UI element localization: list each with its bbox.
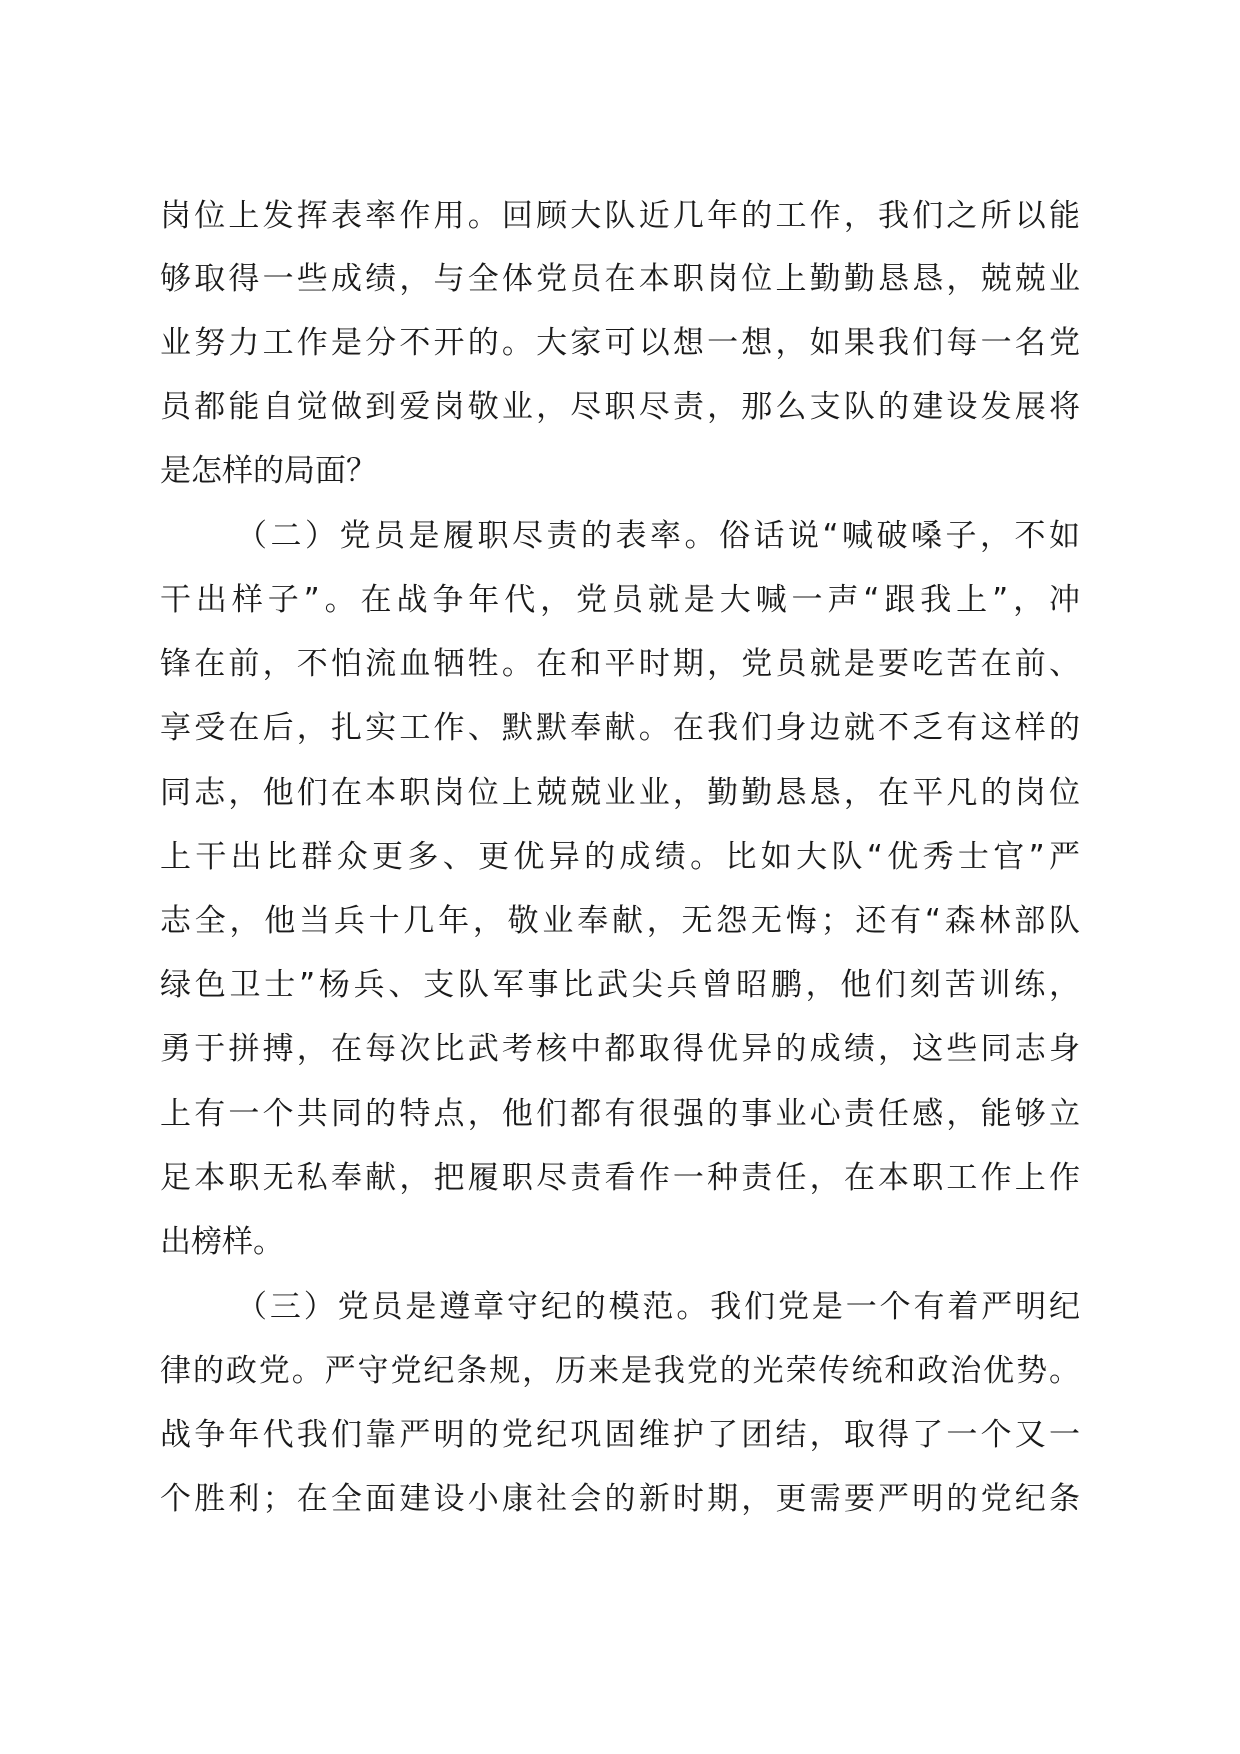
text-line-3: 业努力工作是分不开的。大家可以想一想，如果我们每一名党 bbox=[160, 325, 1080, 361]
text-line-9: 享受在后，扎实工作、默默奉献。在我们身边就不乏有这样的 bbox=[160, 710, 1080, 746]
text-line-4: 员都能自觉做到爱岗敬业，尽职尽责，那么支队的建设发展将 bbox=[160, 389, 1080, 425]
text-line-2: 够取得一些成绩，与全体党员在本职岗位上勤勤恳恳，兢兢业 bbox=[160, 261, 1080, 297]
text-line-21: 个胜利；在全面建设小康社会的新时期，更需要严明的党纪条 bbox=[160, 1481, 1080, 1517]
text-line-8: 锋在前，不怕流血牺牲。在和平时期，党员就是要吃苦在前、 bbox=[160, 646, 1080, 682]
text-line-12: 志全，他当兵十几年，敬业奉献，无怨无悔；还有“森林部队 bbox=[160, 903, 1080, 939]
text-line-1: 岗位上发挥表率作用。回顾大队近几年的工作，我们之所以能 bbox=[160, 198, 1080, 234]
text-line-15: 上有一个共同的特点，他们都有很强的事业心责任感，能够立 bbox=[160, 1096, 1080, 1132]
text-line-20: 战争年代我们靠严明的党纪巩固维护了团结，取得了一个又一 bbox=[160, 1417, 1080, 1453]
text-line-10: 同志，他们在本职岗位上兢兢业业，勤勤恳恳，在平凡的岗位 bbox=[160, 775, 1080, 811]
paragraph-3-heading-line: （三）党员是遵章守纪的模范。我们党是一个有着严明纪 bbox=[236, 1289, 1080, 1325]
text-line-13: 绿色卫士”杨兵、支队军事比武尖兵曾昭鹏，他们刻苦训练， bbox=[160, 967, 1080, 1003]
text-line-17: 出榜样。 bbox=[160, 1224, 284, 1260]
text-line-11: 上干出比群众更多、更优异的成绩。比如大队“优秀士官”严 bbox=[160, 839, 1080, 875]
text-line-19: 律的政党。严守党纪条规，历来是我党的光荣传统和政治优势。 bbox=[160, 1353, 1080, 1389]
text-line-7: 干出样子”。在战争年代，党员就是大喊一声“跟我上”，冲 bbox=[160, 582, 1080, 618]
paragraph-2-heading-line: （二）党员是履职尽责的表率。俗话说“喊破嗓子，不如 bbox=[236, 518, 1080, 554]
text-line-14: 勇于拼搏，在每次比武考核中都取得优异的成绩，这些同志身 bbox=[160, 1031, 1080, 1067]
text-line-16: 足本职无私奉献，把履职尽责看作一种责任，在本职工作上作 bbox=[160, 1160, 1080, 1196]
text-line-5: 是怎样的局面？ bbox=[160, 453, 377, 489]
